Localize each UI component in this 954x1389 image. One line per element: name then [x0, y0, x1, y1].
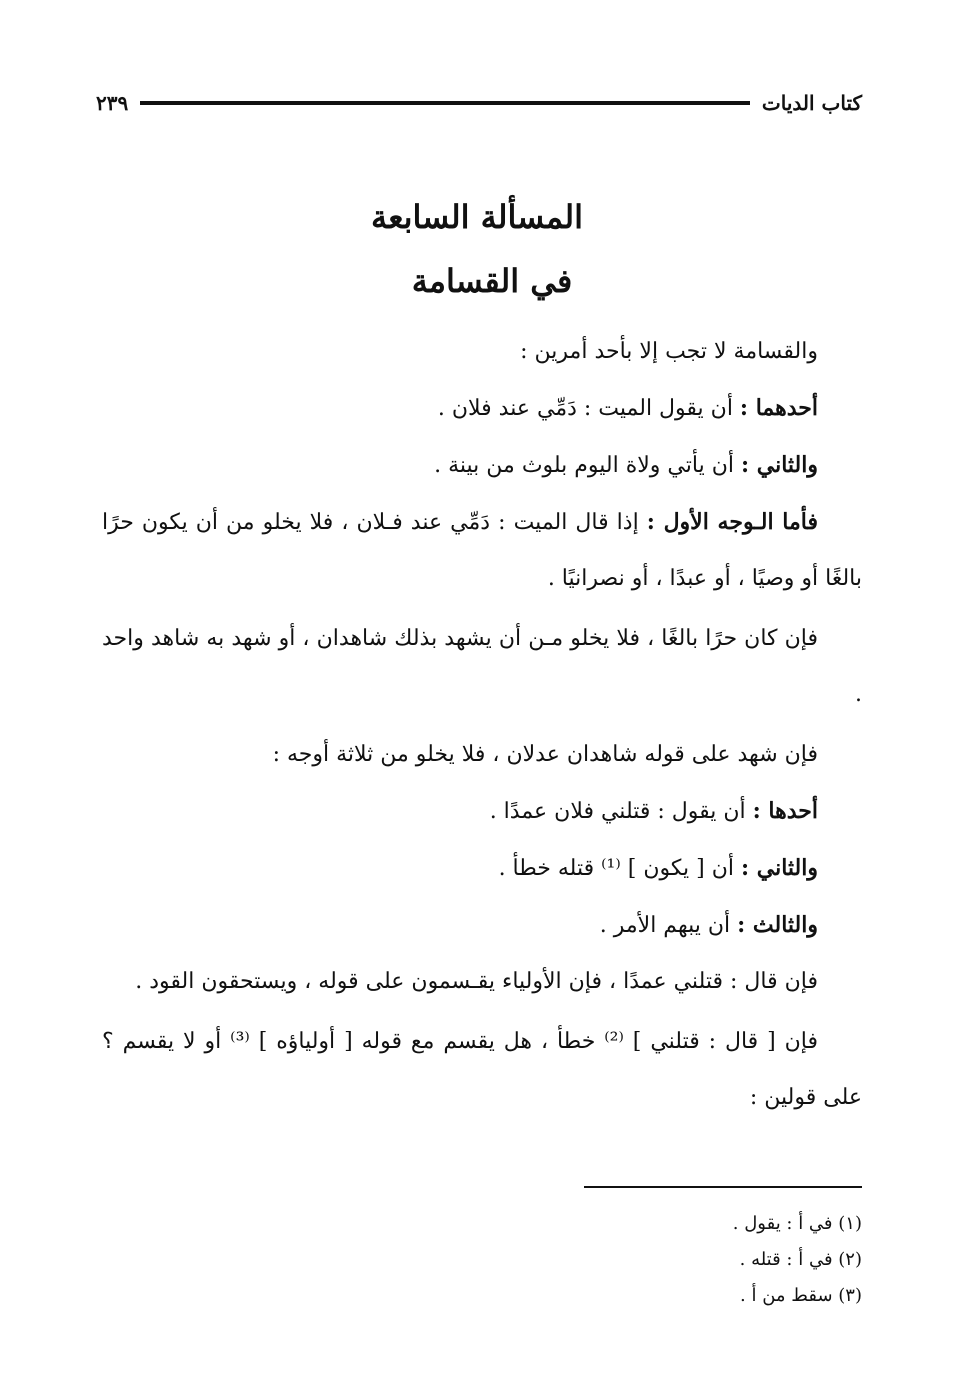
footnote-3: (٣) سقط من أ .: [740, 1285, 862, 1306]
paragraph-2-text: أن يقول الميت : دَمِّي عند فلان .: [437, 396, 740, 421]
footnote-1: (١) في أ : يقول .: [732, 1213, 862, 1234]
footnotes: [300, 1206, 862, 1314]
paragraph-3-lead: والثاني :: [740, 452, 818, 478]
paragraph-9-text: أن يبهم الأمر .: [599, 913, 738, 938]
paragraph-8-text: أن [ يكون ] ⁽¹⁾ قتله خطأ .: [498, 856, 741, 881]
paragraph-5: فإن كان حرًا بالغًا ، فلا يخلو مـن أن يشهد بذلك شاهدان ، أو شهد به شاهد واحد .: [102, 626, 862, 707]
footnote-separator: [584, 1186, 862, 1188]
paragraph-7-text: أن يقول : قتلني فلان عمدًا .: [489, 799, 753, 824]
topic-heading: في القسامة: [411, 262, 573, 300]
running-header: [96, 86, 862, 120]
paragraph-2-lead: أحدهما :: [739, 395, 818, 421]
body-text: [102, 324, 862, 1126]
paragraph-9: [102, 897, 862, 954]
header-title: كتاب الديات: [761, 91, 862, 115]
paragraph-8-lead: والثاني :: [740, 855, 818, 881]
paragraph-4-lead: فأما الـوجه الأول :: [646, 509, 818, 535]
issue-heading: المسألة السابعة: [371, 198, 583, 236]
paragraph-9-lead: والثالث :: [737, 912, 818, 938]
paragraph-7-lead: أحدها :: [752, 798, 818, 824]
paragraph-4: [102, 494, 862, 607]
paragraph-10: فإن قال : قتلني عمدًا ، فإن الأولياء يقـسمون على قوله ، ويستحقون القود .: [135, 969, 818, 994]
paragraph-6: فإن شهد على قوله شاهدان عدلان ، فلا يخلو من ثلاثة أوجه :: [272, 742, 818, 767]
paragraph-3: [102, 437, 862, 494]
paragraph-1: والقسامة لا تجب إلا بأحد أمرين :: [520, 339, 818, 364]
paragraph-3-text: أن يأتي ولاة اليوم بلوث من بينة .: [434, 453, 741, 478]
paragraph-7: [102, 783, 862, 840]
page-number: ٢٣٩: [96, 91, 129, 115]
paragraph-4-text: إذا قال الميت : دَمِّي عند فـلان ، فلا يخلو من أن يكون حرًا بالغًا أو وصيًا ، أو عبدًا ، أو نصرانيًا .: [102, 510, 862, 591]
header-rule: [140, 101, 750, 105]
paragraph-8: [102, 840, 862, 897]
footnote-2: (٢) في أ : قتله .: [739, 1249, 862, 1270]
paragraph-11: فإن [ قال : قتلني ] ⁽²⁾ خطأ ، هل يقسم مع قوله [ أولياؤه ] ⁽³⁾ أو لا يقسم ؟ على قولين :: [102, 1029, 862, 1110]
paragraph-2: [102, 380, 862, 437]
